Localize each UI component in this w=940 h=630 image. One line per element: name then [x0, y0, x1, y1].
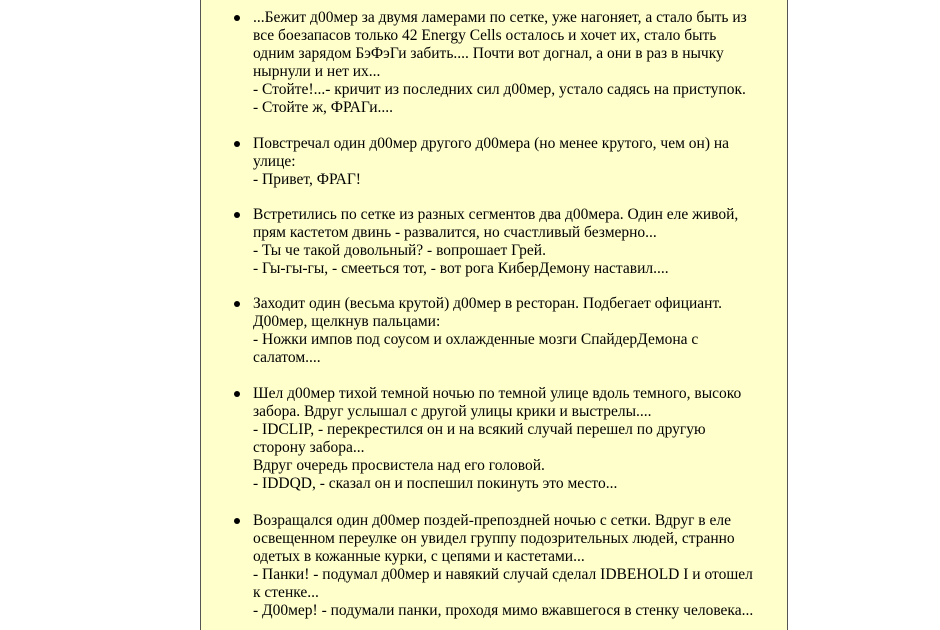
joke-item	[253, 135, 778, 189]
joke-line: - Панки! - подумал д00мер и навякий случай сделал IDBEHOLD I и отошел	[253, 566, 753, 583]
joke-line: к стенке...	[253, 584, 319, 601]
joke-line: - Ты че такой довольный? - вопрошает Грей.	[253, 242, 546, 259]
bullet-icon	[234, 15, 240, 21]
joke-line: все боезапасов только 42 Energy Cells осталось и хочет их, стало быть	[253, 27, 717, 44]
joke-line: сторону забора...	[253, 439, 365, 456]
joke-item	[253, 9, 778, 117]
bullet-icon	[234, 212, 240, 218]
joke-item	[253, 512, 778, 620]
joke-line: освещенном переулке он увидел группу подозрительных людей, странно	[253, 530, 735, 547]
joke-line: ...Бежит д00мер за двумя ламерами по сетке, уже нагоняет, а стало быть из	[253, 9, 747, 26]
bullet-icon	[234, 141, 240, 147]
joke-line: - Привет, ФРАГ!	[253, 171, 361, 188]
joke-line: забора. Вдруг услышал с другой улицы крики и выстрелы....	[253, 403, 652, 420]
joke-line: одним зарядом БэФэГи забить.... Почти вот догнал, а они в раз в нычку	[253, 45, 724, 62]
joke-line: - Д00мер! - подумали панки, проходя мимо вжавшегося в стенку человека...	[253, 602, 754, 619]
joke-line: Возращался один д00мер поздей-препоздней ночью с сетки. Вдруг в еле	[253, 512, 731, 529]
joke-line: Шел д00мер тихой темной ночью по темной улице вдоль темного, высоко	[253, 385, 742, 402]
joke-line: Встретились по сетке из разных сегментов два д00мера. Один еле живой,	[253, 206, 739, 223]
joke-line: - Ножки импов под соусом и охлажденные мозги СпайдерДемона с	[253, 331, 699, 348]
joke-line: - IDDQD, - сказал он и поспешил покинуть это место...	[253, 475, 618, 492]
joke-line: нырнули и нет их...	[253, 63, 381, 80]
joke-item	[253, 385, 778, 493]
joke-line: - Гы-гы-гы, - смееться тот, - вот рога КиберДемону наставил....	[253, 260, 669, 277]
joke-line: Вдруг очередь просвистела над его головой.	[253, 457, 545, 474]
bullet-icon	[234, 301, 240, 307]
bullet-icon	[234, 391, 240, 397]
joke-line: - IDCLIP, - перекрестился он и на всякий случай перешел по другую	[253, 421, 706, 438]
joke-line: прям кастетом двинь - развалится, но счастливый безмерно...	[253, 224, 657, 241]
joke-line: салатом....	[253, 349, 321, 366]
bullet-icon	[234, 518, 240, 524]
joke-line: - Стойте ж, ФРАГи....	[253, 99, 394, 116]
content-panel	[200, 0, 788, 630]
joke-line: Д00мер, щелкнув пальцами:	[253, 313, 441, 330]
joke-line: Повстречал один д00мер другого д00мера (но менее крутого, чем он) на	[253, 135, 730, 152]
joke-line: Заходит один (весьма крутой) д00мер в ресторан. Подбегает официант.	[253, 295, 722, 312]
joke-item	[253, 295, 778, 367]
joke-item	[253, 206, 778, 278]
joke-line: улице:	[253, 153, 296, 170]
joke-line: одетых в кожанные курки, с цепями и кастетами...	[253, 548, 585, 565]
joke-line: - Стойте!...- кричит из последних сил д00мер, устало садясь на приступок.	[253, 81, 746, 98]
